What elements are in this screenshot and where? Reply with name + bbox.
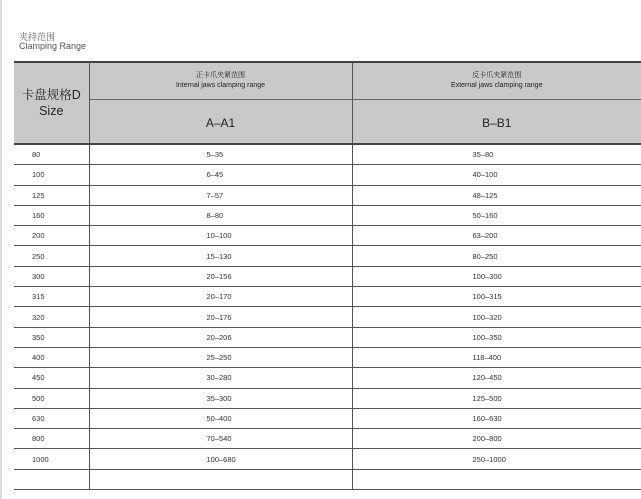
- external-range-cell: 100–350: [352, 327, 641, 347]
- table-row: [14, 429, 641, 449]
- table-row: [14, 408, 641, 428]
- table-row: [14, 347, 641, 367]
- external-range-cell: 48–125: [352, 185, 641, 205]
- internal-range-cell: 20–170: [89, 287, 352, 307]
- size-cell: 160: [14, 205, 89, 225]
- external-range-cell: 125–500: [352, 388, 641, 408]
- size-cell: 315: [14, 287, 89, 307]
- caption-en: Clamping Range: [19, 41, 87, 51]
- internal-range-cell: 100–680: [89, 449, 352, 469]
- internal-range-cell: 8–80: [89, 205, 352, 225]
- external-header-en: External jaws clamping range: [451, 82, 543, 89]
- size-cell: 320: [14, 307, 89, 327]
- size-cell: 800: [14, 429, 89, 449]
- size-cell: 630: [14, 408, 89, 428]
- table-row: [14, 307, 641, 327]
- size-cell: 300: [14, 266, 89, 286]
- internal-range-cell: 20–206: [89, 327, 352, 347]
- external-range-cell: 118–400: [352, 347, 641, 367]
- external-header-zh: 反卡爪夹紧范围: [472, 72, 522, 79]
- size-header-en: Size: [39, 104, 64, 118]
- empty-cell: [14, 469, 89, 489]
- size-cell: 80: [14, 144, 89, 165]
- internal-range-cell: 50–400: [89, 408, 352, 428]
- internal-code: A–A1: [89, 100, 352, 145]
- internal-range-cell: 6–45: [89, 165, 352, 185]
- size-cell: 100: [14, 165, 89, 185]
- internal-range-cell: 35–300: [89, 388, 352, 408]
- table-row: [14, 266, 641, 286]
- internal-range-cell: 10–100: [89, 226, 352, 246]
- size-cell: 500: [14, 388, 89, 408]
- table-row: [14, 287, 641, 307]
- empty-row: [14, 469, 641, 489]
- external-range-cell: 80–250: [352, 246, 641, 266]
- size-cell: 450: [14, 368, 89, 388]
- internal-range-cell: 5–35: [89, 144, 352, 165]
- external-range-cell: 35–80: [352, 144, 641, 165]
- external-code: B–B1: [352, 100, 641, 145]
- external-range-cell: 63–200: [352, 226, 641, 246]
- internal-range-cell: 25–250: [89, 347, 352, 367]
- internal-header-zh: 正卡爪夹紧范围: [196, 72, 245, 79]
- table-row: [14, 449, 641, 469]
- clamping-range-table: [14, 61, 641, 490]
- external-range-cell: 50–160: [352, 205, 641, 225]
- size-header: [14, 62, 89, 144]
- size-cell: 1000: [14, 449, 89, 469]
- empty-cell: [89, 469, 352, 489]
- external-range-cell: 40–100: [352, 165, 641, 185]
- size-cell: 400: [14, 347, 89, 367]
- external-range-cell: 160–630: [352, 408, 641, 428]
- empty-cell: [352, 469, 641, 489]
- internal-header-en: Internal jaws clamping range: [175, 82, 266, 89]
- external-range-cell: 250–1000: [352, 449, 641, 469]
- external-range-cell: 200–800: [352, 429, 641, 449]
- caption-zh: 夹持范围: [19, 32, 56, 42]
- internal-header: [89, 62, 352, 100]
- table-row: [14, 205, 641, 225]
- external-range-cell: 120–450: [352, 368, 641, 388]
- external-range-cell: 100–315: [352, 287, 641, 307]
- internal-range-cell: 15–130: [89, 246, 352, 266]
- size-header-zh: 卡盘规格D: [21, 88, 81, 102]
- external-range-cell: 100–300: [352, 266, 641, 286]
- size-cell: 250: [14, 246, 89, 266]
- table-row: [14, 327, 641, 347]
- external-header: [352, 62, 641, 100]
- internal-range-cell: 20–156: [89, 266, 352, 286]
- table-row: [14, 388, 641, 408]
- table-row: [14, 226, 641, 246]
- size-cell: 350: [14, 327, 89, 347]
- size-cell: 200: [14, 226, 89, 246]
- table-row: [14, 165, 641, 185]
- table-row: [14, 185, 641, 205]
- table-row: [14, 144, 641, 165]
- internal-range-cell: 20–176: [89, 307, 352, 327]
- internal-range-cell: 70–540: [89, 429, 352, 449]
- table-row: [14, 368, 641, 388]
- page-edge: [0, 0, 2, 499]
- size-cell: 125: [14, 185, 89, 205]
- external-range-cell: 100–320: [352, 307, 641, 327]
- internal-range-cell: 7–57: [89, 185, 352, 205]
- internal-range-cell: 30–280: [89, 368, 352, 388]
- table-row: [14, 246, 641, 266]
